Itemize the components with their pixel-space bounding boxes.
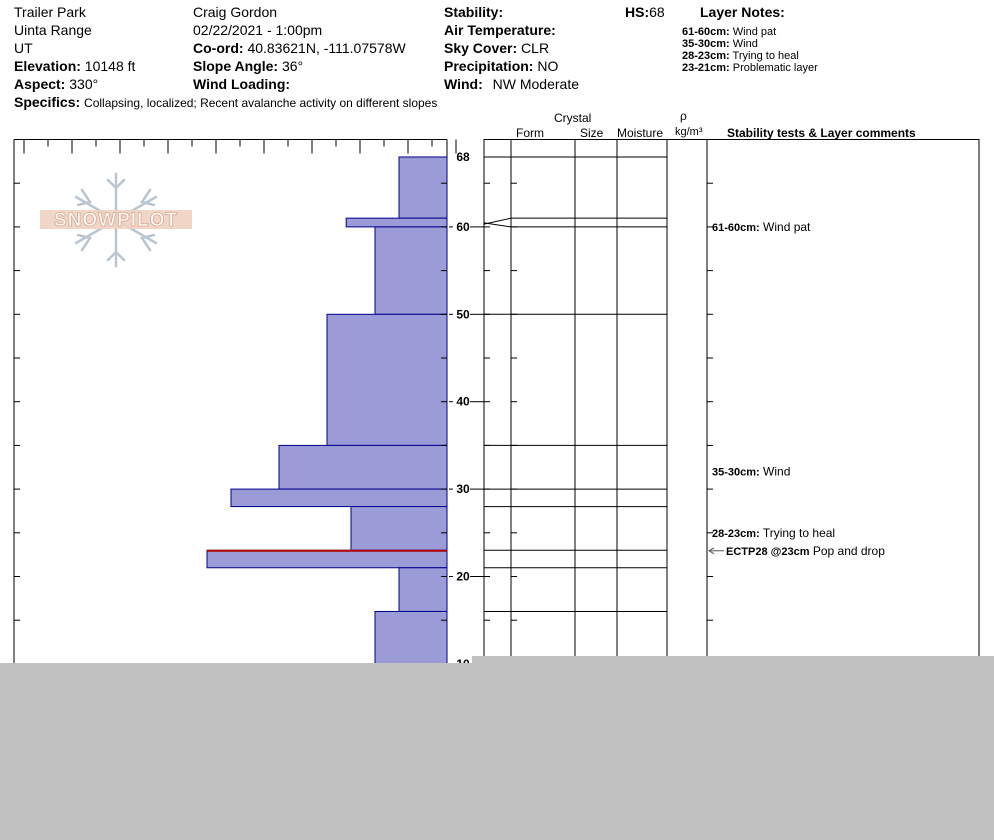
sky-label: Sky Cover: [444, 40, 518, 56]
layer-note-text: Problematic layer [729, 62, 818, 74]
crystal-connector [484, 223, 511, 227]
state: UT [14, 40, 33, 56]
comments-header: Stability tests & Layer comments [727, 126, 916, 140]
air-temp-label: Air Temperature: [444, 22, 556, 38]
hardness-bar [279, 445, 447, 489]
precip-label: Precipitation: [444, 58, 534, 74]
layer-notes-title: Layer Notes: [700, 4, 785, 20]
layer-comment [712, 465, 790, 479]
hardness-bar [231, 489, 447, 506]
snowpilot-logo [38, 170, 194, 270]
wind-value: NW Moderate [492, 76, 579, 92]
layer-note-range: 61-60cm: [682, 26, 730, 38]
obscured-region [0, 663, 994, 840]
hs-label: HS: [625, 4, 650, 20]
hardness-bar [327, 314, 447, 445]
layer-comment-range: 35-30cm: [712, 466, 760, 479]
layer-comment-range: 61-60cm: [712, 221, 760, 234]
layer-comment [712, 220, 811, 234]
layer-comment-text: Wind pat [759, 219, 811, 234]
stability-label: Stability: [444, 4, 504, 20]
stability-test-label: ECTP28 @23cm [726, 545, 810, 558]
slope-value: 36° [281, 58, 304, 74]
stability-test [726, 544, 885, 558]
observer: Craig Gordon [193, 4, 278, 20]
depth-tick-label: 40 [456, 394, 470, 409]
slope-label: Slope Angle: [193, 58, 279, 74]
stability-test-text: Pop and drop [809, 543, 885, 558]
depth-tick-label: 60 [456, 219, 470, 234]
specifics-value: Collapsing, localized; Recent avalanche activity on different slopes [84, 96, 438, 110]
depth-tick-label: 68 [456, 149, 470, 164]
elevation-value: 10148 ft [84, 58, 136, 74]
layer-note-text: Wind pat [729, 26, 777, 38]
crystal-header: Crystal [554, 111, 592, 125]
size-header: Size [580, 126, 604, 140]
layer-note-range: 28-23cm: [682, 50, 730, 62]
layer-comment-text: Wind [759, 464, 791, 479]
hardness-bar [207, 550, 447, 567]
layer-note-range: 23-21cm: [682, 62, 730, 74]
hardness-bar [346, 218, 447, 227]
layer-comment [712, 526, 835, 540]
datetime: 02/22/2021 - 1:00pm [193, 22, 323, 38]
hardness-bar [399, 568, 447, 612]
hardness-bar [351, 507, 447, 551]
hardness-bar [399, 157, 447, 218]
aspect-value: 330° [69, 76, 99, 92]
aspect-label: Aspect: [14, 76, 66, 92]
depth-tick-label: 50 [456, 307, 470, 322]
depth-tick-label: 30 [456, 482, 470, 497]
hardness-bar [375, 227, 447, 314]
precip-value: NO [537, 58, 559, 74]
wind-label: Wind: [444, 76, 483, 92]
density-symbol: ρ [680, 109, 687, 123]
form-header: Form [516, 126, 544, 140]
wind-loading-label: Wind Loading: [193, 76, 291, 92]
coord-value: 40.83621N, -111.07578W [247, 40, 406, 56]
moisture-header: Moisture [617, 126, 664, 140]
location: Trailer Park [14, 4, 86, 20]
hs-value: 68 [649, 4, 665, 20]
layer-comment-range: 28-23cm: [712, 527, 760, 540]
density-unit: kg/m³ [675, 126, 703, 138]
coord-label: Co-ord: [193, 40, 244, 56]
svg-text:SNOWPILOT: SNOWPILOT [53, 210, 179, 231]
layer-note-text: Wind [729, 38, 758, 50]
layer-comment-text: Trying to heal [759, 525, 836, 540]
specifics-label: Specifics: [14, 94, 81, 110]
layer-note-range: 35-30cm: [682, 38, 730, 50]
layer-note-text: Trying to heal [729, 50, 799, 62]
depth-tick-label: 20 [456, 569, 470, 584]
sky-value: CLR [521, 40, 550, 56]
range: Uinta Range [14, 22, 92, 38]
elevation-label: Elevation: [14, 58, 81, 74]
